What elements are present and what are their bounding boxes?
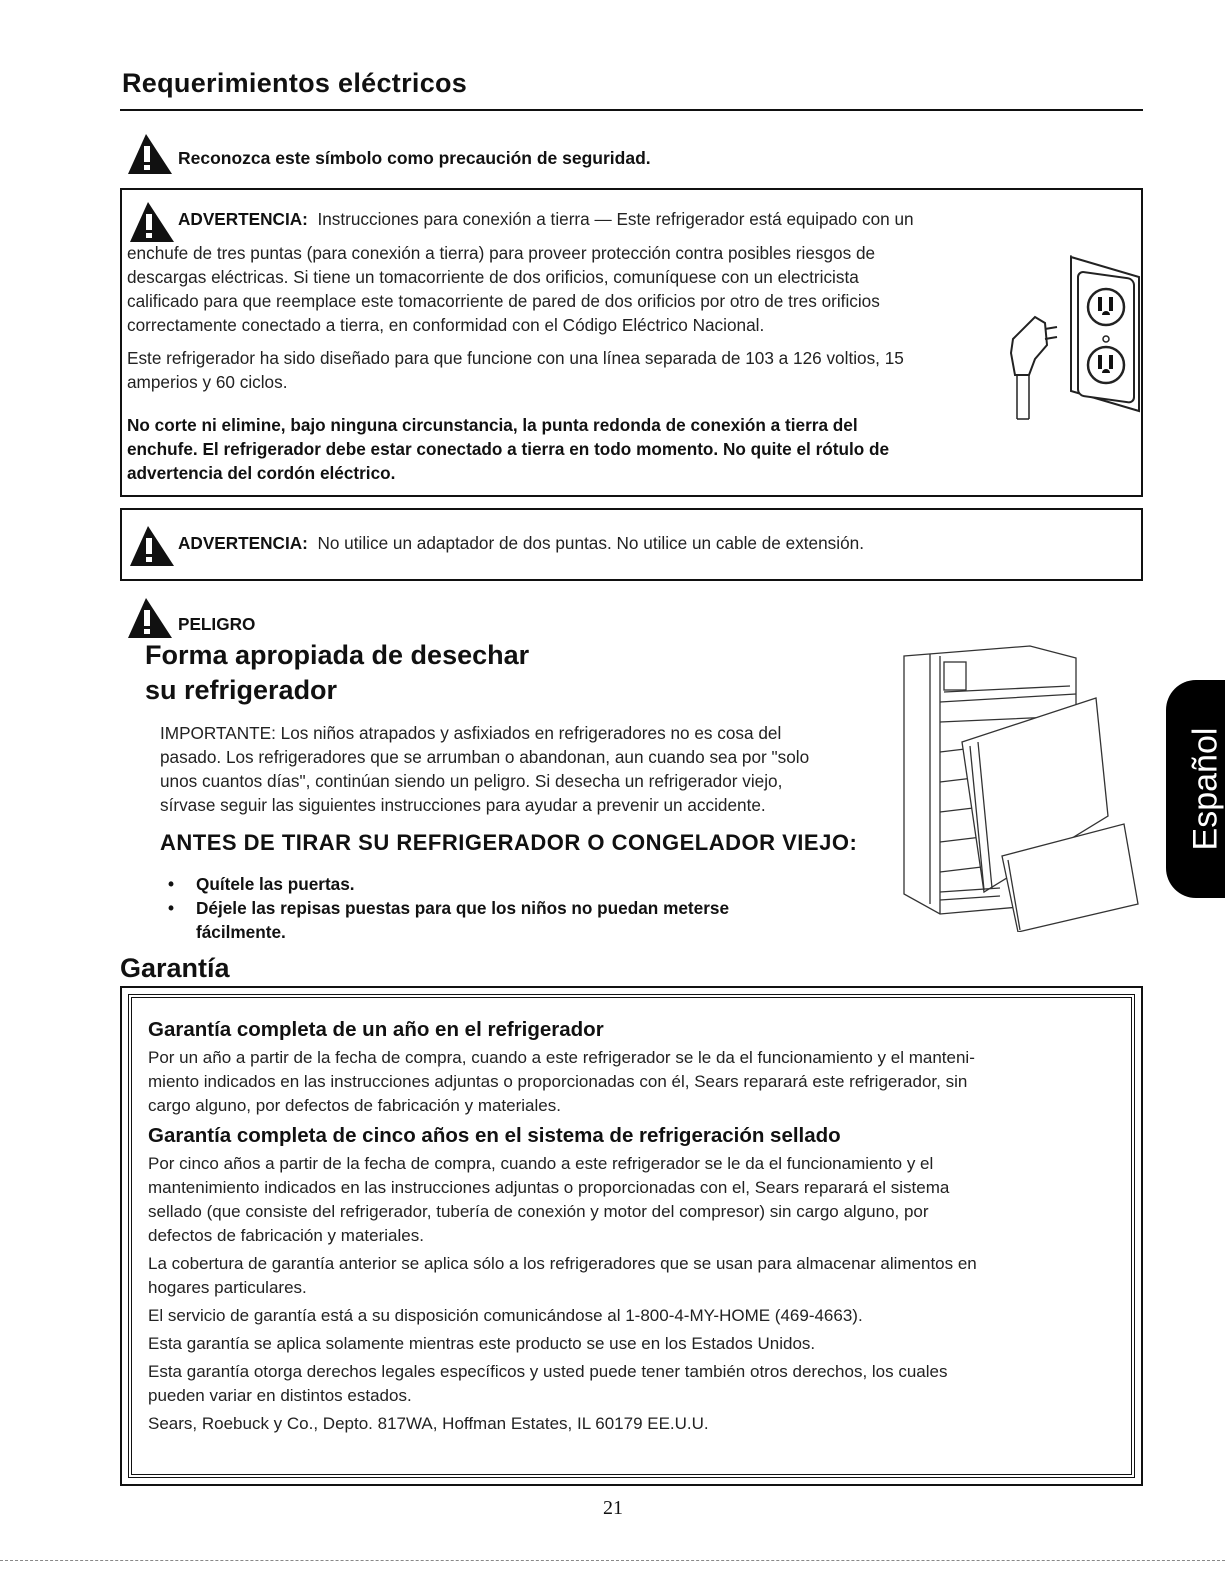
warranty-paragraph	[148, 1152, 1128, 1248]
warning1-first-line	[178, 207, 914, 231]
bullet-item	[160, 896, 860, 944]
warning1-first-text: Instrucciones para conexión a tierra — Este refrigerador está equipado con un	[317, 209, 914, 229]
danger-heading	[145, 638, 529, 708]
text-line: La cobertura de garantía anterior se aplica sólo a los refrigeradores que se usan para almacenar alimentos en	[148, 1254, 977, 1273]
warranty-address: Sears, Roebuck y Co., Depto. 817WA, Hoffman Estates, IL 60179 EE.U.U.	[148, 1414, 709, 1433]
disposal-caps-heading: ANTES DE TIRAR SU REFRIGERADOR O CONGELADOR VIEJO:	[160, 830, 858, 855]
bullet-text: Déjele las repisas puestas para que los niños no puedan meterse	[196, 898, 730, 918]
heading-line: Forma apropiada de desechar	[145, 640, 530, 670]
text-line: sírvase seguir las siguientes instrucciones para ayudar a prevenir un accidente.	[160, 795, 766, 815]
warranty-scope-line: Esta garantía se aplica solamente mientras este producto se use en los Estados Unidos.	[148, 1334, 816, 1353]
text-line: miento indicados en las instrucciones adjuntas o proporcionadas con él, Sears reparará este refrigerador, sin	[148, 1072, 968, 1091]
safety-note: Reconozca este símbolo como precaución de seguridad.	[178, 148, 651, 168]
text-line: enchufe de tres puntas (para conexión a tierra) para proveer protección contra posibles riesgos de	[127, 243, 876, 263]
text-line: Esta garantía otorga derechos legales específicos y usted puede tener también otros derechos, los cuales	[148, 1362, 948, 1381]
warranty-paragraph	[148, 1252, 1128, 1300]
bullet-item: • Quítele las puertas.	[160, 872, 860, 896]
bullet-text-cont: fácilmente.	[196, 922, 286, 942]
warning1-paragraph2	[127, 346, 904, 394]
warranty-service-line: El servicio de garantía está a su disposición comunicándose al 1-800-4-MY-HOME (469-4663).	[148, 1306, 863, 1325]
text-line: descargas eléctricas. Si tiene un tomacorriente de dos orificios, comuníquese con un electricista	[127, 267, 859, 287]
danger-intro	[160, 721, 809, 817]
text-line: calificado para que reemplace este tomacorriente de pared de dos orificios por otro de tres orificios	[127, 291, 880, 311]
scan-edge	[0, 1560, 1225, 1561]
heading-line: su refrigerador	[145, 675, 338, 705]
warning-triangle-icon	[126, 200, 178, 244]
refrigerator-illustration	[900, 642, 1140, 932]
text-line: correctamente conectado a tierra, en conformidad con el Código Eléctrico Nacional.	[127, 315, 765, 335]
warning2-body: No utilice un adaptador de dos puntas. No utilice un cable de extensión.	[317, 533, 864, 553]
danger-label: PELIGRO	[178, 614, 256, 634]
warranty-title: Garantía	[120, 953, 230, 983]
page-title: Requerimientos eléctricos	[122, 68, 468, 98]
text-line: defectos de fabricación y materiales.	[148, 1226, 424, 1245]
language-side-tab	[1166, 680, 1225, 898]
warning1-label: ADVERTENCIA:	[178, 209, 308, 229]
warranty-paragraph	[148, 1360, 1128, 1408]
text-line: advertencia del cordón eléctrico.	[127, 463, 396, 483]
warning-triangle-icon	[124, 596, 176, 640]
text-line: No corte ni elimine, bajo ninguna circunstancia, la punta redonda de conexión a tierra del	[127, 415, 858, 435]
warranty-paragraph	[148, 1046, 1128, 1118]
text-line: cargo alguno, por defectos de fabricación y materiales.	[148, 1096, 561, 1115]
warning-triangle-icon	[124, 132, 176, 176]
warning2-label: ADVERTENCIA:	[178, 533, 308, 553]
warning-triangle-icon	[126, 524, 178, 568]
text-line: amperios y 60 ciclos.	[127, 372, 288, 392]
text-line: unos cuantos días", continúan siendo un peligro. Si desecha un refrigerador viejo,	[160, 771, 783, 791]
warranty-content	[148, 1016, 1128, 1440]
text-line: enchufe. El refrigerador debe estar conectado a tierra en todo momento. No quite el rótulo de	[127, 439, 890, 459]
warning1-bold-paragraph	[127, 413, 889, 485]
text-line: sellado (que consiste del refrigerador, tubería de conexión y motor del compresor) sin cargo alguno, por	[148, 1202, 929, 1221]
warning2-text	[178, 531, 864, 555]
text-line: Este refrigerador ha sido diseñado para que funcione con una línea separada de 103 a 126 voltios, 15	[127, 348, 904, 368]
warranty-heading-one-year: Garantía completa de un año en el refrigerador	[148, 1018, 604, 1041]
language-tab-label: Español	[1186, 727, 1225, 851]
warranty-heading-five-year: Garantía completa de cinco años en el sistema de refrigeración sellado	[148, 1124, 841, 1147]
text-line: mantenimiento indicados en las instrucciones adjuntas o proporcionadas con el, Sears reparará el sistema	[148, 1178, 950, 1197]
text-line: Por cinco años a partir de la fecha de compra, cuando a este refrigerador se le da el funcionamiento y el	[148, 1154, 934, 1173]
page-number: 21	[603, 1497, 623, 1519]
text-line: pasado. Los refrigeradores que se arrumban o abandonan, aun cuando sea por "solo	[160, 747, 810, 767]
text-line: Por un año a partir de la fecha de compra, cuando a este refrigerador se le da el funcionamiento y el manteni-	[148, 1048, 975, 1067]
text-line: pueden variar en distintos estados.	[148, 1386, 412, 1405]
title-rule	[120, 109, 1143, 111]
warning1-paragraph1	[127, 241, 880, 337]
text-line: hogares particulares.	[148, 1278, 307, 1297]
disposal-bullets	[160, 872, 860, 944]
plug-outlet-illustration	[1005, 255, 1141, 425]
text-line: IMPORTANTE: Los niños atrapados y asfixiados en refrigeradores no es cosa del	[160, 723, 782, 743]
